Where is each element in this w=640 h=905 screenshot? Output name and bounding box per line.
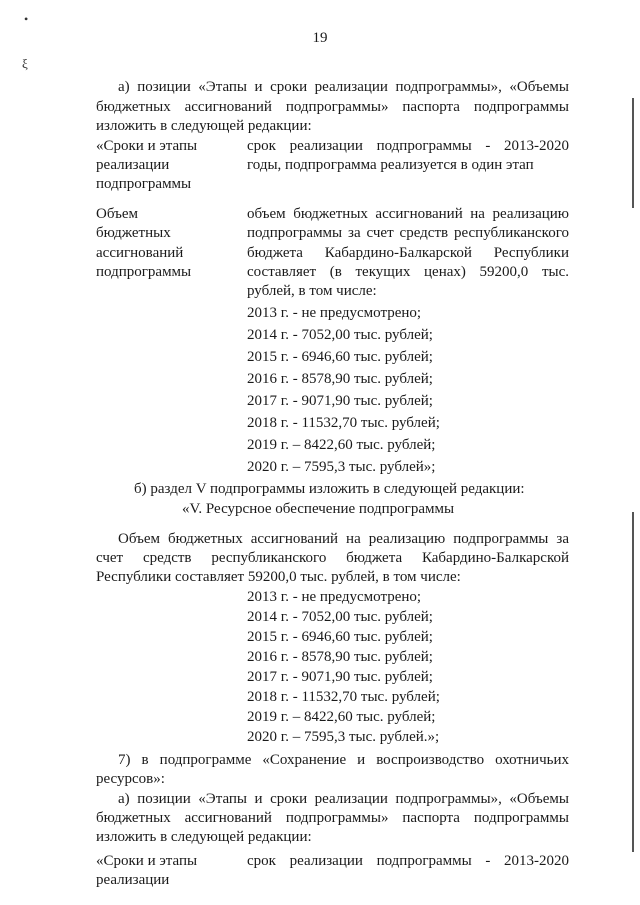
year-entry: 2015 г. - 6946,60 тыс. рублей; [247, 629, 433, 645]
paragraph-line: ресурсов»: [96, 771, 165, 787]
passport-label: реализации [96, 872, 170, 888]
paragraph-line: Республики составляет 59200,0 тыс. рублей, в том числе: [96, 569, 461, 585]
passport-label: ассигнований [96, 245, 184, 261]
year-entry: 2020 г. – 7595,3 тыс. рублей.»; [247, 729, 440, 745]
paragraph-line: Объем бюджетных ассигнований на реализацию подпрограммы за [118, 531, 569, 547]
page-number: 19 [312, 30, 328, 46]
year-entry: 2017 г. - 9071,90 тыс. рублей; [247, 669, 433, 685]
year-entry: 2016 г. - 8578,90 тыс. рублей; [247, 371, 433, 387]
year-entry: 2018 г. - 11532,70 тыс. рублей; [247, 689, 440, 705]
year-entry: 2014 г. - 7052,00 тыс. рублей; [247, 327, 433, 343]
paragraph-line: бюджетных ассигнований подпрограммы» паспорта подпрограммы [96, 810, 569, 826]
passport-label: «Сроки и этапы [96, 138, 198, 154]
passport-value: годы, подпрограмма реализуется в один этап [247, 157, 534, 173]
section-heading: «V. Ресурсное обеспечение подпрограммы [182, 501, 455, 517]
paragraph-line: изложить в следующей редакции: [96, 118, 312, 134]
scan-edge [632, 512, 634, 852]
scan-mark: ξ [22, 56, 28, 71]
paragraph-line: а) позиции «Этапы и сроки реализации подпрограммы», «Объемы [118, 79, 569, 95]
passport-label: «Сроки и этапы [96, 853, 198, 869]
passport-value: бюджета Кабардино-Балкарской Республики [247, 245, 569, 261]
passport-value: рублей, в том числе: [247, 283, 377, 299]
passport-label: Объем [96, 206, 138, 222]
passport-value: срок реализации подпрограммы - 2013-2020 [247, 853, 569, 869]
year-entry: 2019 г. – 8422,60 тыс. рублей; [247, 437, 436, 453]
passport-value: составляет (в текущих ценах) 59200,0 тыс. [247, 264, 569, 280]
year-entry: 2013 г. - не предусмотрено; [247, 589, 422, 605]
passport-label: реализации [96, 157, 170, 173]
year-entry: 2018 г. - 11532,70 тыс. рублей; [247, 415, 440, 431]
passport-value: срок реализации подпрограммы - 2013-2020 [247, 138, 569, 154]
year-entry: 2013 г. - не предусмотрено; [247, 305, 422, 321]
year-entry: 2016 г. - 8578,90 тыс. рублей; [247, 649, 433, 665]
year-entry: 2017 г. - 9071,90 тыс. рублей; [247, 393, 433, 409]
paragraph-line: б) раздел V подпрограммы изложить в следующей редакции: [134, 481, 525, 497]
paragraph-line: бюджетных ассигнований подпрограммы» паспорта подпрограммы [96, 99, 569, 115]
scan-edge [632, 98, 634, 208]
passport-value: подпрограммы за счет средств республиканского [247, 225, 569, 241]
paragraph-line: счет средств республиканского бюджета Кабардино-Балкарской [96, 550, 569, 566]
paragraph-line: а) позиции «Этапы и сроки реализации подпрограммы», «Объемы [118, 791, 569, 807]
passport-label: подпрограммы [96, 176, 192, 192]
year-entry: 2014 г. - 7052,00 тыс. рублей; [247, 609, 433, 625]
passport-label: подпрограммы [96, 264, 192, 280]
year-entry: 2020 г. – 7595,3 тыс. рублей»; [247, 459, 436, 475]
passport-label: бюджетных [96, 225, 171, 241]
paragraph-line: 7) в подпрограмме «Сохранение и воспроизводство охотничьих [118, 752, 569, 768]
scan-mark: • [24, 12, 29, 26]
paragraph-line: изложить в следующей редакции: [96, 829, 312, 845]
year-entry: 2019 г. – 8422,60 тыс. рублей; [247, 709, 436, 725]
year-entry: 2015 г. - 6946,60 тыс. рублей; [247, 349, 433, 365]
passport-value: объем бюджетных ассигнований на реализацию [247, 206, 569, 222]
